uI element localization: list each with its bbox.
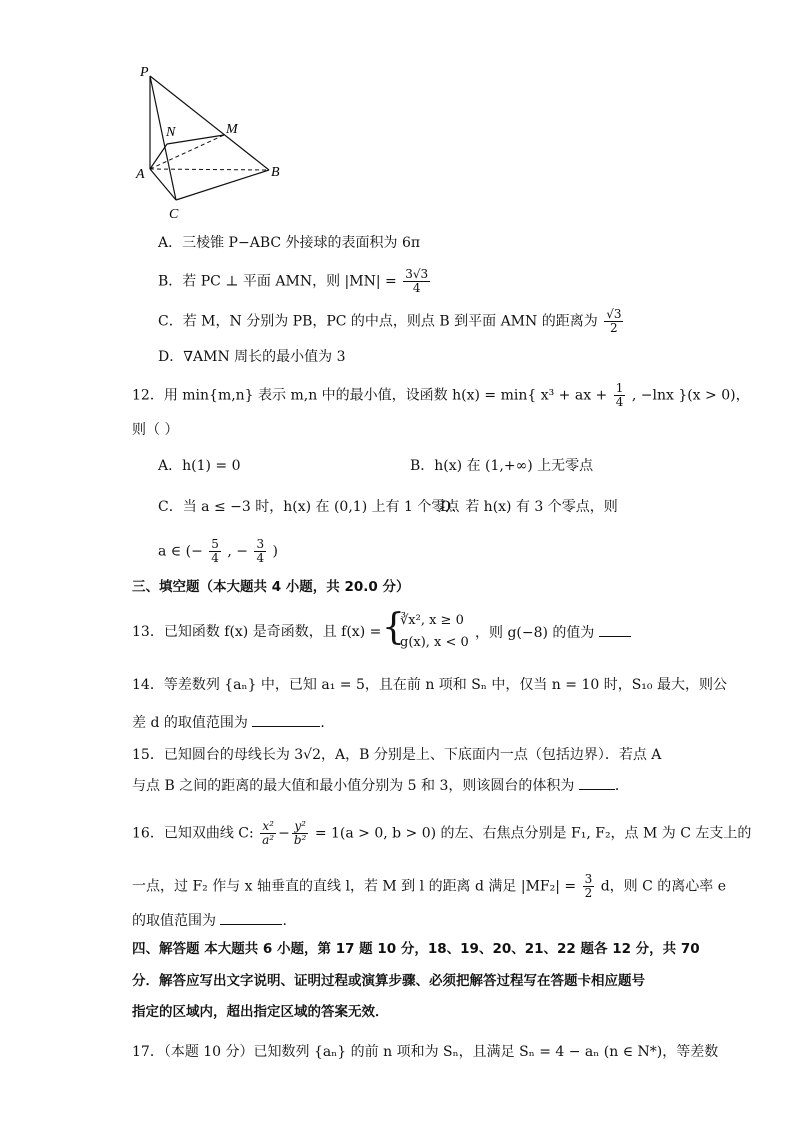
edge-NM <box>167 135 224 144</box>
q13-stem <box>132 622 381 642</box>
q14-line2: 差 d 的取值范围为 ． <box>132 712 334 733</box>
q16-num: 3 <box>584 872 593 886</box>
label-M: M <box>226 122 238 137</box>
q11-option-c-text: C．若 M，N 分别为 PB，PC 的中点，则点 B 到平面 AMN 的距离为 <box>158 313 598 330</box>
q15-line2: 与点 B 之间的距离的最大值和最小值分别为 5 和 3，则该圆台的体积为 ． <box>132 775 629 796</box>
q12-denominator: 4 <box>615 395 624 409</box>
q12-d-den1: 4 <box>211 551 219 565</box>
q16-answer-blank[interactable] <box>220 910 282 925</box>
q11-b-denominator: 4 <box>412 281 421 295</box>
label-C: C <box>169 207 179 222</box>
q12-option-d: D．若 h(x) 有 3 个零点，则 <box>440 499 618 515</box>
q16-line1: 16．已知双曲线 C: $\frac{\text{x²}}{\text{a²}}$ − $\frac{\text{y²}}{\text{b²}}$ = 1(a > 0, b > 0) 的左、右焦点分别是 F₁, F₂，点 M 为 C 左支上的 <box>132 819 752 847</box>
label-N: N <box>166 125 176 140</box>
edge-AB-dashed <box>150 169 269 170</box>
q16-fraction-y <box>292 820 309 847</box>
q14-line2-text: 差 d 的取值范围为 <box>132 715 248 731</box>
q16-x2: x² <box>260 820 276 834</box>
pyramid-figure <box>128 58 298 223</box>
edge-PB <box>150 76 269 170</box>
q16-line2 <box>132 873 726 900</box>
q12-d-num2: 3 <box>256 537 265 551</box>
q16-line2-text: 一点，过 F₂ 作与 x 轴垂直的直线 l，若 M 到 l 的距离 d 满足 |MF₂| = <box>132 878 577 895</box>
q13-tail <box>475 622 631 643</box>
q12-d-fraction-2 <box>254 538 266 565</box>
label-B: B <box>271 165 280 180</box>
q11-c-denominator: 2 <box>610 321 618 335</box>
q13-answer-blank[interactable] <box>599 622 631 637</box>
section-4-line2: 分．解答应写出文字说明、证明过程或演算步骤、必须把解答过程写在答题卡相应题号 <box>132 973 645 989</box>
q15-line2-text: 与点 B 之间的距离的最大值和最小值分别为 5 和 3，则该圆台的体积为 <box>132 778 575 794</box>
q12-d-range-start: a ∈ (− <box>158 543 203 560</box>
q13-stem-text: 13．已知函数 f(x) 是奇函数，且 f(x) = <box>132 624 382 640</box>
q12-d-range-mid: , − <box>227 543 248 560</box>
q12-d-den2: 4 <box>256 551 265 565</box>
q16-fraction-32 <box>583 873 595 900</box>
q16-fraction-x <box>260 820 276 847</box>
q11-b-numerator: 3√3 <box>405 267 429 281</box>
q11-option-b-fraction <box>403 268 430 295</box>
q12-d-num1: 5 <box>211 537 219 551</box>
label-A: A <box>136 167 145 182</box>
q16-line1-text: 16．已知双曲线 C: <box>132 825 254 842</box>
q14-answer-blank[interactable] <box>252 712 320 727</box>
q13-case-2: g(x), x < 0 <box>400 635 469 650</box>
q16-a2: a² <box>262 833 275 847</box>
q12-option-b: B．h(x) 在 (1,+∞) 上无零点 <box>410 458 594 474</box>
q11-option-d: D．∇AMN 周长的最小值为 3 <box>158 349 346 365</box>
q16-y2: y² <box>292 820 309 834</box>
edge-AC <box>150 169 176 200</box>
q16-line3: 的取值范围为 . <box>132 910 287 931</box>
section-4-line3: 指定的区域内，超出指定区域的答案无效． <box>132 1004 389 1020</box>
q11-option-b <box>158 268 432 295</box>
q16-line3-text: 的取值范围为 <box>132 913 216 929</box>
label-P: P <box>140 65 149 80</box>
q13-tail-text: ，则 g(−8) 的值为 <box>475 625 595 641</box>
q11-c-numerator: √3 <box>606 307 622 321</box>
q12-option-c: C．当 a ≤ −3 时，h(x) 在 (0,1) 上有 1 个零点 <box>158 499 460 515</box>
q16-b2: b² <box>293 833 307 847</box>
q12-option-a: A．h(1) = 0 <box>158 458 241 474</box>
q13-case-1: ∛x², x ≥ 0 <box>400 613 464 628</box>
edge-CB <box>176 170 269 200</box>
q12-stem-tail: , −lnx }(x > 0)， <box>631 387 750 404</box>
q12-stem-line1 <box>132 382 750 409</box>
q12-numerator: 1 <box>615 381 624 395</box>
q15-line1: 15．已知圆台的母线长为 3√2，A，B 分别是上、下底面内一点（包括边界）．若点 A <box>132 747 662 763</box>
section-4-line1: 四、解答题 本大题共 6 小题，第 17 题 10 分，18、19、20、21、22 题各 12 分，共 70 <box>132 941 700 957</box>
q15-answer-blank[interactable] <box>579 775 615 790</box>
q12-stem-line2: 则（ ） <box>132 422 179 438</box>
section-3-heading: 三、填空题（本大题共 4 小题，共 20.0 分） <box>132 579 410 595</box>
q14-line1: 14．等差数列 {aₙ} 中，已知 a₁ = 5，且在前 n 项和 Sₙ 中，仅当 n = 10 时，S₁₀ 最大，则公 <box>132 677 727 693</box>
q16-line1-tail: = 1(a > 0, b > 0) 的左、右焦点分别是 F₁, F₂，点 M 为 C 左支上的 <box>314 825 752 842</box>
q16-den: 2 <box>584 886 593 900</box>
q11-option-c-fraction <box>604 308 623 335</box>
q16-line2-tail: d，则 C 的离心率 e <box>600 878 727 895</box>
q11-option-b-text: B．若 PC ⊥ 平面 AMN，则 |MN| = <box>158 273 397 290</box>
q12-d-fraction-1 <box>209 538 221 565</box>
q11-option-a: A．三棱锥 P−ABC 外接球的表面积为 6π <box>158 235 421 251</box>
q12-stem-text: 12．用 min{m,n} 表示 m,n 中的最小值，设函数 h(x) = min{ x³ + ax + <box>132 387 608 404</box>
q13-brace: { <box>382 607 405 648</box>
q12-fraction <box>614 382 626 409</box>
q12-d-range-end: ) <box>272 543 279 560</box>
q12-option-d-continued <box>158 538 278 565</box>
q17-line1: 17．（本题 10 分）已知数列 {aₙ} 的前 n 项和为 Sₙ，且满足 Sₙ = 4 − aₙ (n ∈ N*)，等差数 <box>132 1044 719 1060</box>
q11-option-c <box>158 308 625 335</box>
